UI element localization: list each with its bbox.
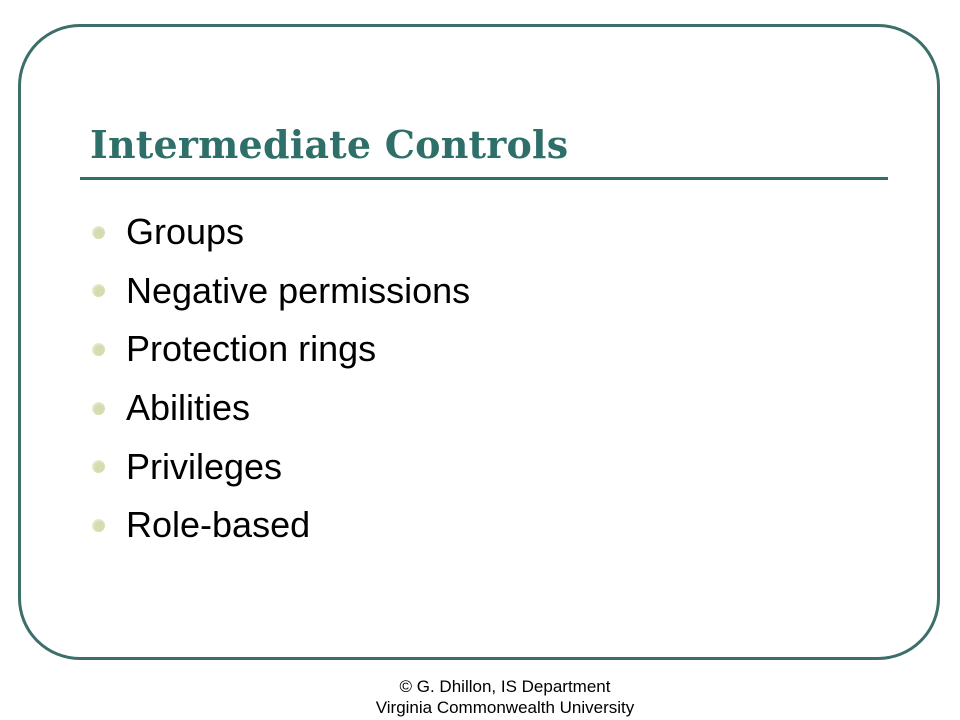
bullet-item (92, 320, 470, 379)
bullet-list (92, 203, 470, 555)
bullet-item (92, 203, 470, 262)
bullet-text: Groups (126, 211, 245, 253)
bullet-text: Role-based (126, 504, 311, 546)
bullet-dot-icon (92, 402, 105, 415)
bullet-item (92, 496, 470, 555)
bullet-text: Negative permissions (126, 269, 471, 311)
bullet-dot-icon (92, 343, 105, 356)
bullet-item (92, 437, 470, 496)
footer-institution: Virginia Commonwealth University (375, 698, 635, 717)
bullet-item (92, 262, 470, 321)
bullet-dot-icon (92, 460, 105, 473)
bullet-text: Protection rings (126, 328, 377, 370)
bullet-dot-icon (92, 226, 105, 239)
footer-copyright: © G. Dhillon, IS Department (399, 677, 611, 696)
bullet-dot-icon (92, 519, 105, 532)
bullet-text: Abilities (126, 387, 251, 429)
bullet-item (92, 379, 470, 438)
title-underline (80, 177, 888, 180)
bullet-text: Privileges (126, 445, 283, 487)
slide-footer (0, 676, 960, 718)
bullet-dot-icon (92, 284, 105, 297)
slide-title: Intermediate Controls (90, 122, 569, 167)
